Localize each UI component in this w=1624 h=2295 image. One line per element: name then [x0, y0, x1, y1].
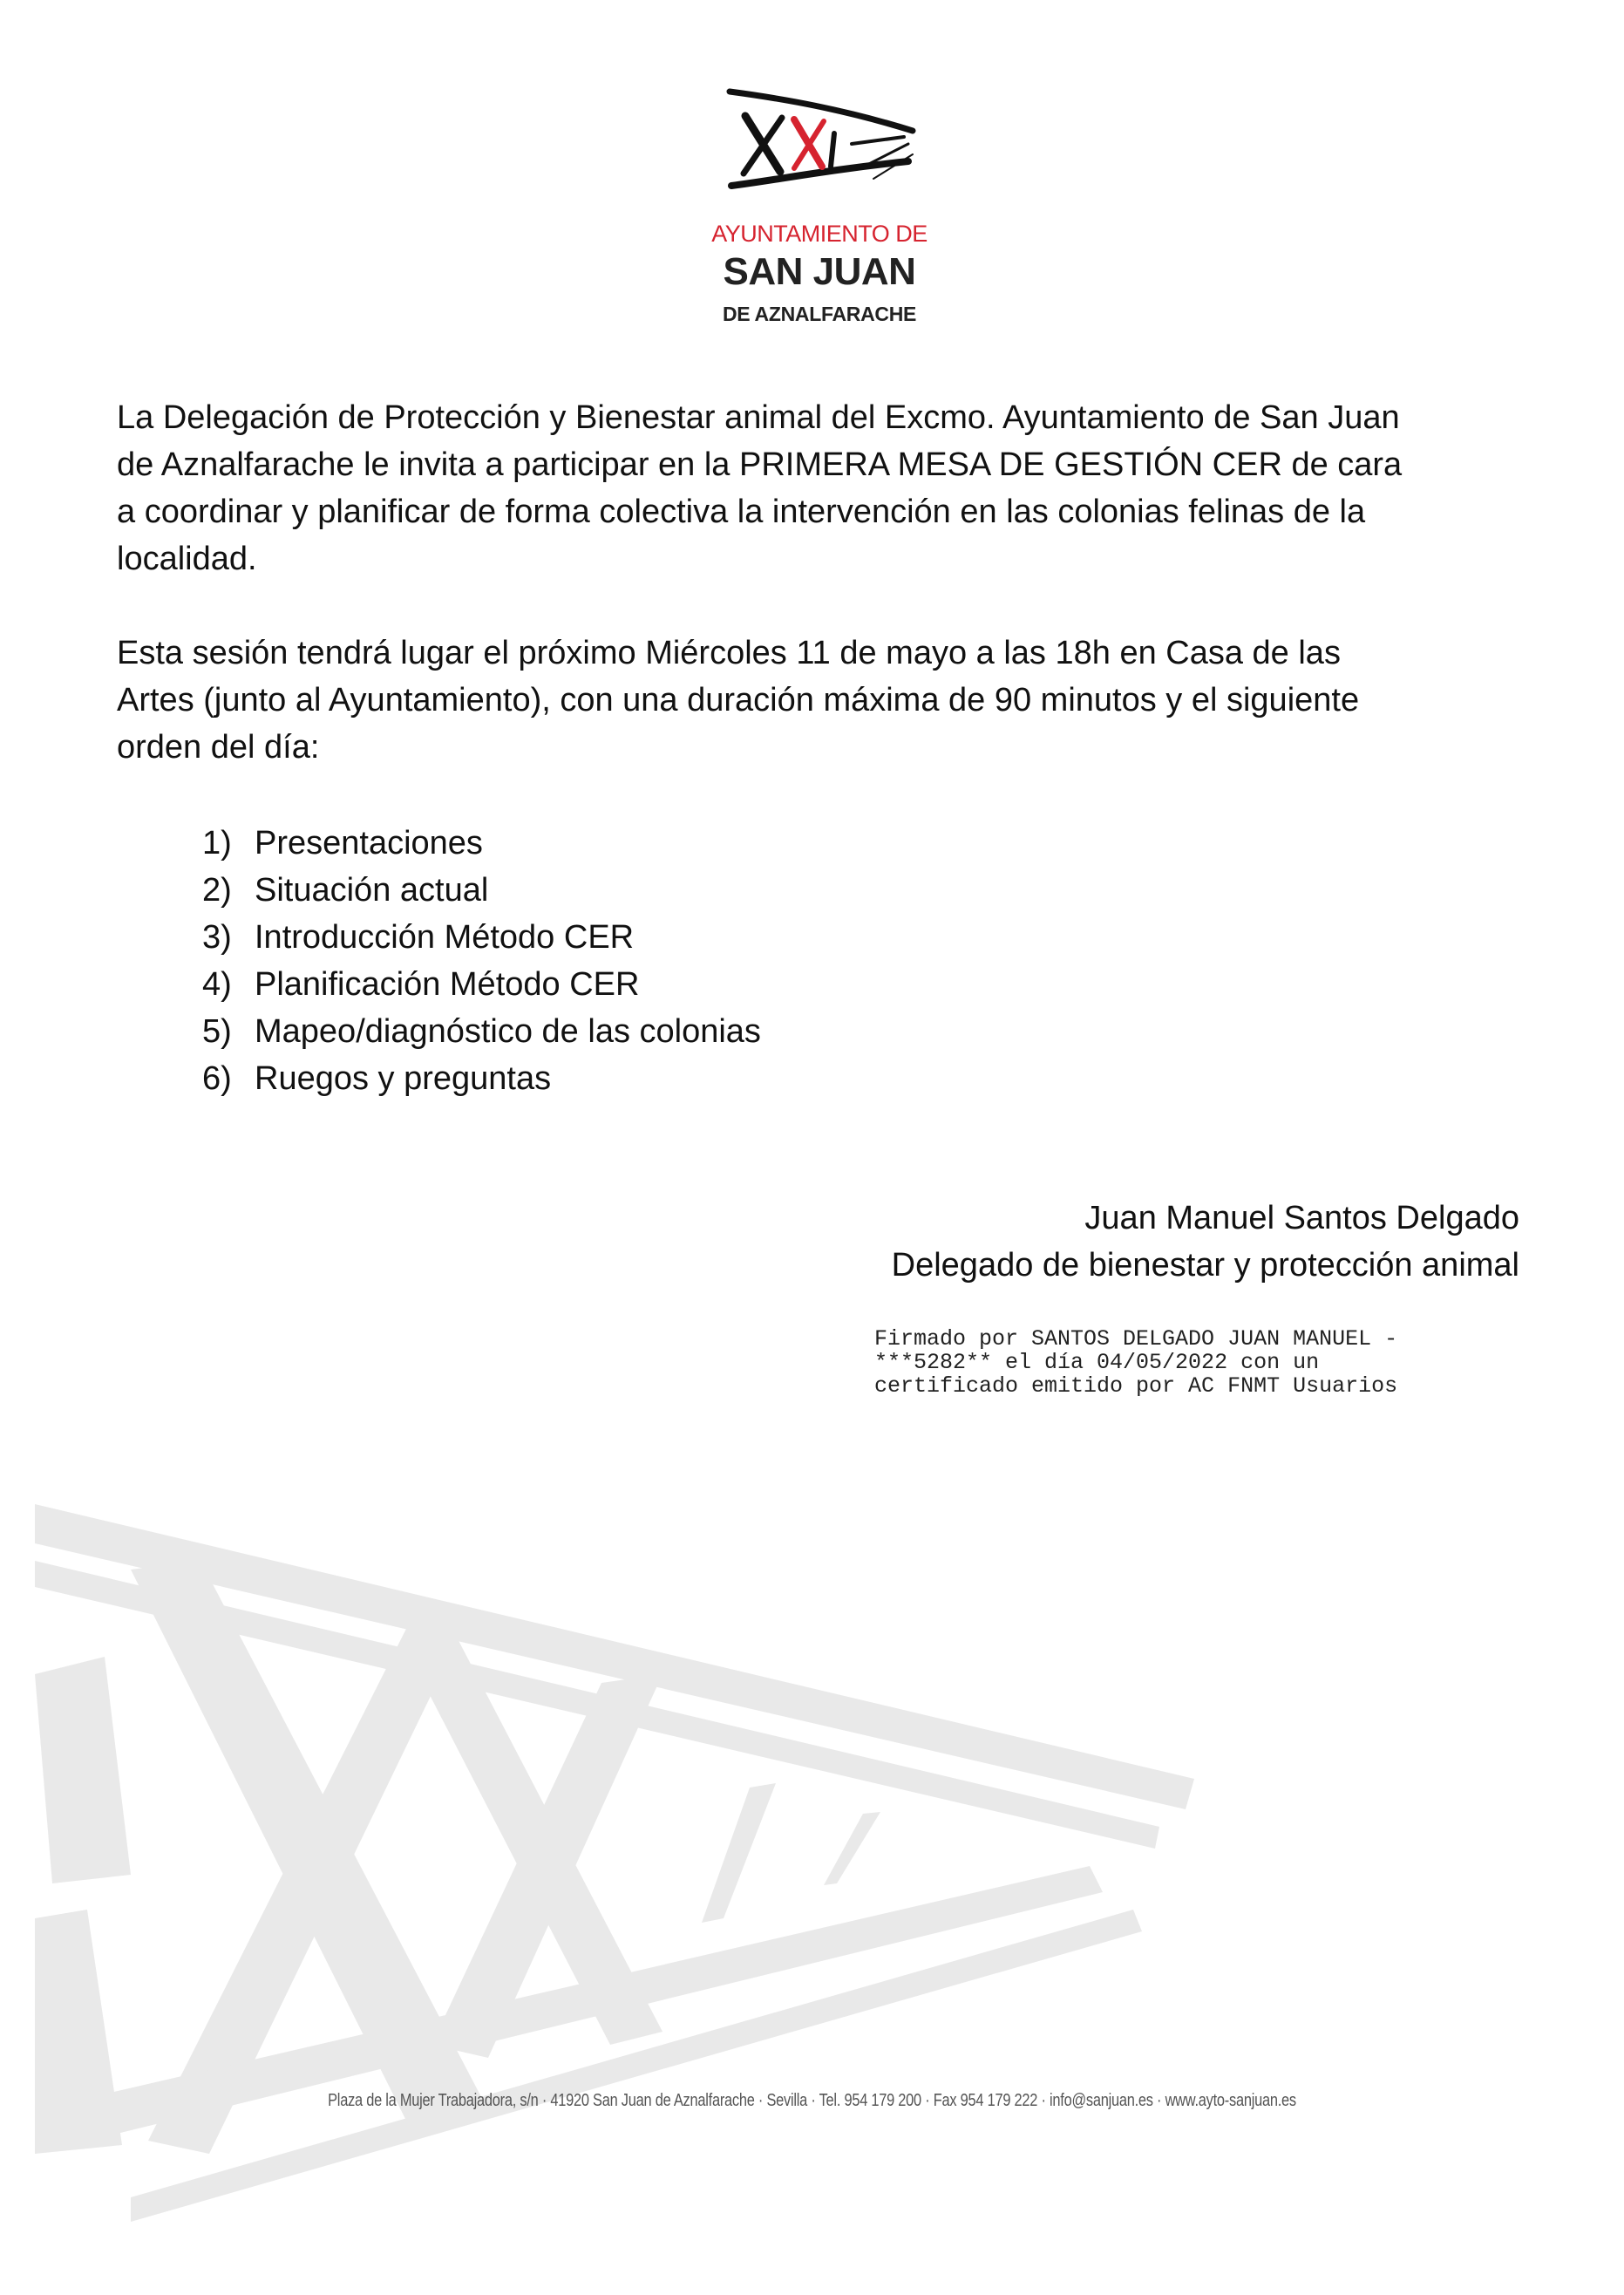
agenda-item-number: 2)	[202, 872, 232, 909]
logo-text-san-juan: SAN JUAN	[723, 250, 916, 293]
agenda-item	[202, 961, 761, 1008]
agenda-item-text: Situación actual	[255, 872, 489, 909]
signatory-name: Juan Manuel Santos Delgado	[1084, 1200, 1519, 1236]
municipal-logo	[710, 83, 928, 336]
paragraph-line: Esta sesión tendrá lugar el próximo Miércoles 11 de mayo a las 18h en Casa de las	[117, 635, 1341, 671]
logo-text-aznalfarache: DE AZNALFARACHE	[722, 303, 917, 325]
logo-text-ayuntamiento: AYUNTAMIENTO DE	[711, 221, 928, 247]
paragraph-line: orden del día:	[117, 729, 320, 766]
agenda-item	[202, 820, 761, 867]
agenda-item-number: 1)	[202, 825, 232, 861]
paragraph-line: a coordinar y planificar de forma colectiva la intervención en las colonias felinas de la	[117, 494, 1366, 530]
paragraph-line: de Aznalfarache le invita a participar en la PRIMERA MESA DE GESTIÓN CER de cara	[117, 446, 1403, 483]
footer-contact-info: Plaza de la Mujer Trabajadora, s/n · 41920 San Juan de Aznalfarache · Sevilla · Tel. 954 179 200 · Fax 954 179 222 · info@sanjuan.es · www.ayto-sanjuan.es	[328, 2091, 1296, 2110]
agenda-list	[202, 820, 761, 1102]
agenda-item-number: 3)	[202, 919, 232, 956]
certificate-line: certificado emitido por AC FNMT Usuarios	[874, 1373, 1398, 1399]
certificate-line: ***5282** el día 04/05/2022 con un	[874, 1350, 1320, 1375]
signatory-title: Delegado de bienestar y protección animal	[891, 1247, 1519, 1284]
invitation-paragraph	[117, 394, 1529, 582]
certificate-line: Firmado por SANTOS DELGADO JUAN MANUEL -	[874, 1326, 1398, 1352]
digital-signature-certificate	[874, 1327, 1397, 1398]
agenda-item	[202, 1008, 761, 1055]
agenda-item-text: Ruegos y preguntas	[255, 1060, 552, 1097]
agenda-item	[202, 914, 761, 961]
agenda-item-number: 4)	[202, 966, 232, 1003]
session-details-paragraph	[117, 630, 1529, 771]
agenda-item-number: 6)	[202, 1060, 232, 1097]
agenda-item-text: Mapeo/diagnóstico de las colonias	[255, 1013, 761, 1050]
paragraph-line: Artes (junto al Ayuntamiento), con una duración máxima de 90 minutos y el siguiente	[117, 682, 1360, 718]
agenda-item	[202, 867, 761, 914]
xxi-brushstroke-logo-icon	[721, 83, 921, 201]
agenda-item-number: 5)	[202, 1013, 232, 1050]
agenda-item	[202, 1055, 761, 1102]
paragraph-line: La Delegación de Protección y Bienestar animal del Excmo. Ayuntamiento de San Juan	[117, 399, 1400, 436]
agenda-item-text: Introducción Método CER	[255, 919, 635, 956]
agenda-item-text: Presentaciones	[255, 825, 483, 861]
paragraph-line: localidad.	[117, 541, 257, 577]
agenda-item-text: Planificación Método CER	[255, 966, 640, 1003]
